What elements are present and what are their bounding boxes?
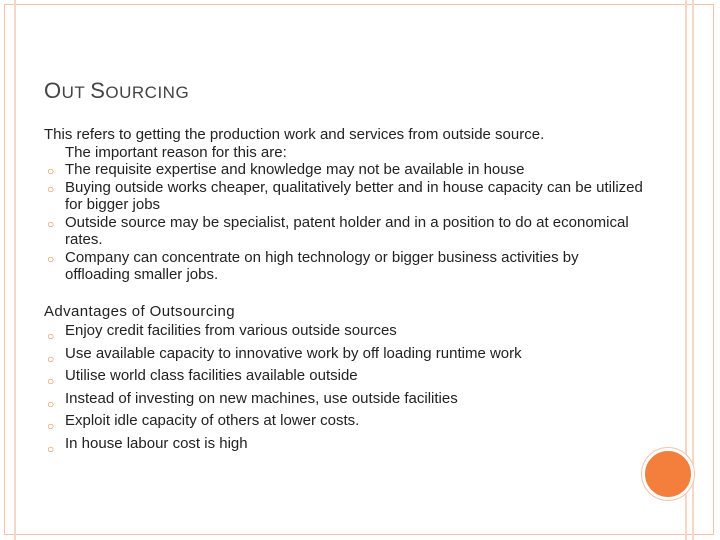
- ring-bullet-icon: ○: [47, 251, 55, 266]
- list-item: [44, 433, 644, 456]
- decorative-circle: [642, 448, 694, 500]
- advantages-heading: Advantages of Outsourcing: [44, 302, 235, 320]
- slide-title: [44, 78, 189, 104]
- list-item-text: Utilise world class facilities available outside: [65, 367, 358, 384]
- intro-paragraph: [44, 126, 644, 161]
- title-part-2: OURCING: [105, 83, 190, 102]
- ring-bullet-icon: ○: [47, 396, 55, 411]
- ring-bullet-icon: ○: [47, 441, 55, 456]
- slide-body: [44, 126, 644, 455]
- list-item-text: Outside source may be specialist, patent holder and in a position to do at economical rates.: [65, 213, 629, 248]
- intro-text: This refers to getting the production work and services from outside source.: [44, 126, 545, 143]
- ring-bullet-icon: ○: [47, 216, 55, 231]
- ring-bullet-icon: ○: [47, 374, 55, 388]
- reasons-list: [44, 161, 644, 284]
- list-item-text: Company can concentrate on high technology or bigger business activities by offloading smaller jobs.: [65, 248, 579, 283]
- advantages-list: [44, 320, 644, 455]
- list-item-text: Instead of investing on new machines, use outside facilities: [65, 389, 458, 407]
- title-letter-o: O: [44, 78, 62, 103]
- ring-bullet-icon: ○: [47, 419, 55, 433]
- ring-bullet-icon: ○: [47, 351, 55, 366]
- ring-bullet-icon: ○: [47, 181, 55, 196]
- list-item: [44, 179, 644, 214]
- list-item-text: Use available capacity to innovative work by off loading runtime work: [65, 344, 522, 362]
- intro-continuation: The important reason for this are:: [65, 143, 287, 161]
- list-item: [44, 214, 644, 249]
- list-item: [44, 388, 644, 411]
- list-item-text: In house labour cost is high: [65, 434, 248, 452]
- ring-bullet-icon: ○: [47, 164, 55, 178]
- title-part-1: UT: [61, 83, 91, 102]
- list-item: [44, 320, 644, 343]
- title-letter-s: S: [90, 78, 106, 103]
- ring-bullet-icon: ○: [47, 329, 55, 343]
- slide-right-rule: [692, 0, 694, 540]
- list-item: [44, 161, 644, 179]
- list-item: [44, 410, 644, 433]
- list-item: [44, 249, 644, 284]
- list-item-text: Buying outside works cheaper, qualitatively better and in house capacity can be utilized for bigger jobs: [65, 178, 643, 213]
- list-item-text: Enjoy credit facilities from various outside sources: [65, 322, 397, 339]
- list-item-text: The requisite expertise and knowledge may not be available in house: [65, 161, 525, 178]
- list-item: [44, 365, 644, 388]
- list-item: [44, 343, 644, 366]
- list-item-text: Exploit idle capacity of others at lower costs.: [65, 412, 360, 429]
